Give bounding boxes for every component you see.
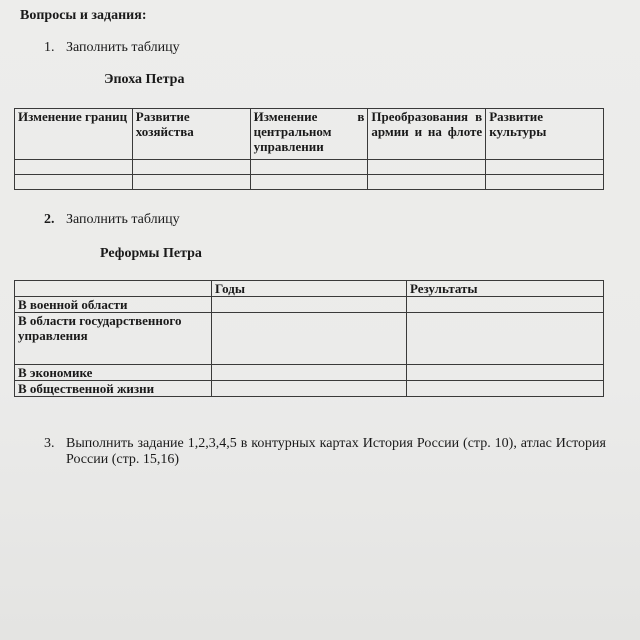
epoch-header-culture: Развитие культуры [486, 109, 604, 160]
epoch-header-army-navy: Преобразования в армии и на флоте [368, 109, 486, 160]
task-2 [44, 212, 180, 228]
table-cell[interactable] [250, 175, 368, 190]
table-1-title: Эпоха Петра [104, 72, 185, 87]
table-cell[interactable] [407, 313, 604, 365]
reforms-row-society: В общественной жизни [15, 381, 212, 397]
table-cell[interactable] [407, 381, 604, 397]
reforms-header-years: Годы [212, 281, 407, 297]
task-1 [44, 40, 180, 56]
table-cell[interactable] [250, 160, 368, 175]
task-1-text: Заполнить таблицу [66, 40, 180, 55]
table-cell[interactable] [132, 175, 250, 190]
table-cell[interactable] [486, 175, 604, 190]
table-cell[interactable] [15, 160, 133, 175]
table-cell[interactable] [368, 175, 486, 190]
task-3-number: 3. [44, 436, 55, 451]
task-1-number: 1. [44, 40, 55, 55]
task-3-text: Выполнить задание 1,2,3,4,5 в контурных картах История России (стр. 10), атлас История России (стр. 15,16) [66, 436, 606, 467]
table-cell[interactable] [407, 297, 604, 313]
epoch-table [14, 108, 604, 190]
table-cell[interactable] [212, 313, 407, 365]
reforms-row-military: В военной области [15, 297, 212, 313]
table-2-title: Реформы Петра [100, 246, 202, 261]
task-2-text: Заполнить таблицу [66, 212, 180, 227]
task-3 [44, 436, 606, 468]
table-cell[interactable] [212, 365, 407, 381]
table-cell[interactable] [15, 175, 133, 190]
table-cell[interactable] [212, 381, 407, 397]
task-2-number: 2. [44, 212, 55, 227]
reforms-corner-cell [15, 281, 212, 297]
table-cell[interactable] [132, 160, 250, 175]
table-cell[interactable] [212, 297, 407, 313]
reforms-row-economy: В экономике [15, 365, 212, 381]
epoch-header-borders: Изменение границ [15, 109, 133, 160]
reforms-table [14, 280, 604, 397]
table-cell[interactable] [368, 160, 486, 175]
table-cell[interactable] [407, 365, 604, 381]
epoch-header-economy: Развитие хозяйства [132, 109, 250, 160]
reforms-row-government: В области государственного управления [15, 313, 212, 365]
section-heading: Вопросы и задания: [20, 8, 147, 23]
table-cell[interactable] [486, 160, 604, 175]
epoch-header-central-admin: Изменение в центральном управлении [250, 109, 368, 160]
reforms-header-results: Результаты [407, 281, 604, 297]
